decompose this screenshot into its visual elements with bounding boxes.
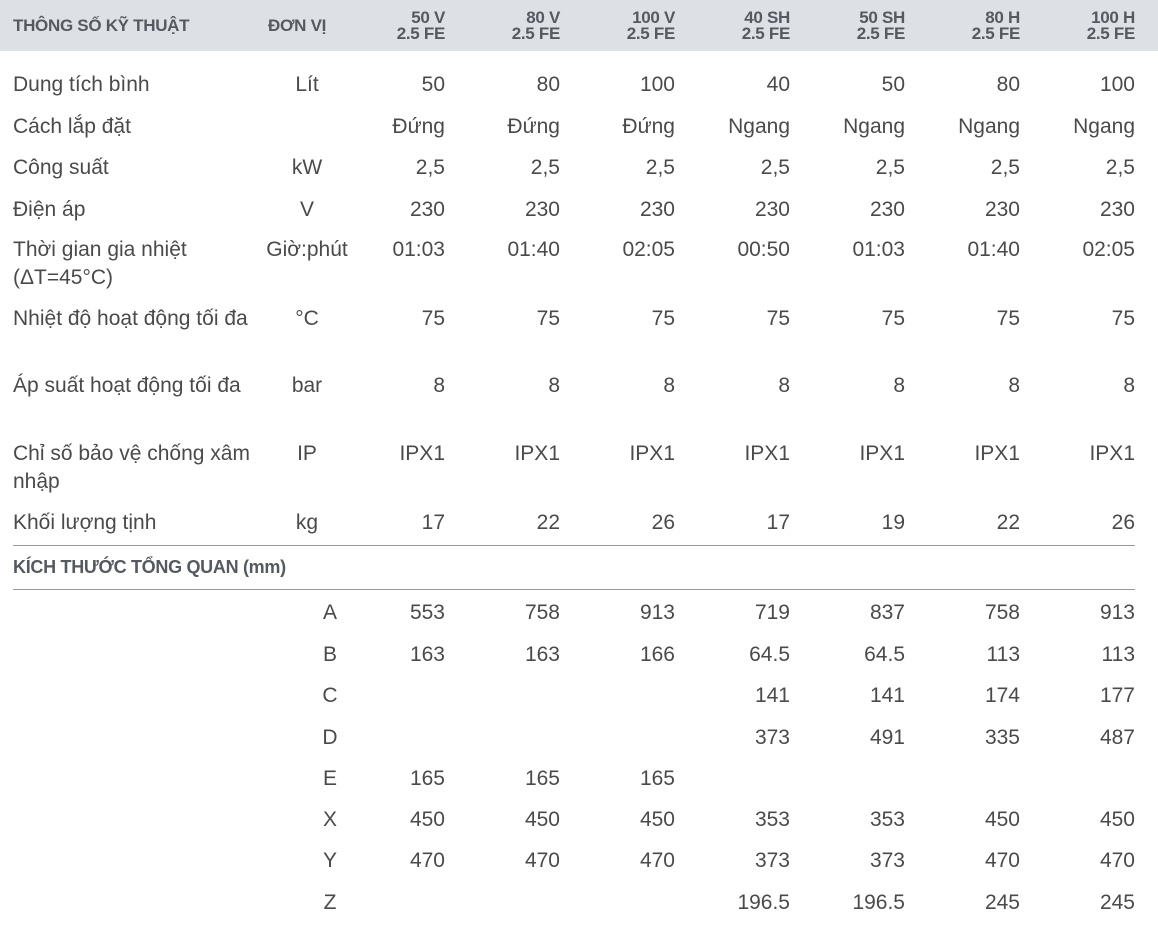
table-row (0, 113, 1158, 141)
dimension-value: 113 (1101, 643, 1135, 666)
dimension-value: 64.5 (864, 643, 905, 666)
spec-value: 26 (651, 511, 675, 534)
model-variant: 2.5 FE (511, 23, 560, 43)
spec-value: 8 (433, 374, 445, 397)
model-header (795, 0, 905, 51)
spec-label: Chỉ số bảo vệ chống xâm nhập (13, 442, 250, 493)
dimension-value: 837 (869, 601, 905, 624)
dimension-value: 719 (754, 601, 790, 624)
spec-value: 100 (1099, 73, 1135, 96)
dimension-value: 373 (754, 849, 790, 872)
spec-value: 50 (421, 73, 445, 96)
spec-value: 01:03 (852, 238, 905, 261)
spec-value: 2,5 (1105, 156, 1135, 179)
spec-value: 2,5 (990, 156, 1020, 179)
dimension-value: 245 (1099, 891, 1135, 914)
dimension-value: 353 (754, 808, 790, 831)
spec-value: 80 (536, 73, 560, 96)
model-name: 40 SH (744, 7, 790, 27)
spec-value: 75 (651, 307, 675, 330)
model-variant: 2.5 FE (626, 23, 675, 43)
table-row (0, 806, 1158, 834)
spec-value: Đứng (622, 115, 675, 138)
spec-value: IPX1 (629, 442, 675, 465)
unit-column-header: ĐƠN VỊ (268, 15, 327, 35)
dimension-value: 113 (986, 643, 1020, 666)
dimension-value: 470 (409, 849, 445, 872)
spec-value: Đứng (392, 115, 445, 138)
spec-value: 2,5 (415, 156, 445, 179)
dimension-value: 470 (1099, 849, 1135, 872)
dimension-value: 141 (754, 684, 790, 707)
dimension-label: B (322, 643, 337, 666)
spec-value: Ngang (1073, 115, 1135, 138)
spec-label: Dung tích bình (13, 73, 150, 96)
dimension-value: 470 (524, 849, 560, 872)
dimension-value: 373 (754, 726, 790, 749)
table-row (0, 889, 1158, 917)
spec-value: Ngang (843, 115, 905, 138)
spec-value: 100 (639, 73, 675, 96)
dimension-value: 196.5 (852, 891, 905, 914)
dimension-value: 245 (984, 891, 1020, 914)
spec-value: 8 (548, 374, 560, 397)
dimension-value: 163 (409, 643, 445, 666)
spec-value: 22 (996, 511, 1020, 534)
dimension-value: 758 (984, 601, 1020, 624)
spec-value: 2,5 (645, 156, 675, 179)
spec-value: 8 (778, 374, 790, 397)
table-row (0, 154, 1158, 182)
dimension-value: 141 (869, 684, 905, 707)
table-header (0, 0, 1158, 51)
table-row (0, 641, 1158, 669)
table-row (0, 509, 1158, 537)
spec-value: IPX1 (1089, 442, 1135, 465)
spec-value: Đứng (507, 115, 560, 138)
spec-value: 75 (881, 307, 905, 330)
dimension-value: 174 (984, 684, 1020, 707)
spec-label: Thời gian gia nhiệt (ΔT=45°C) (13, 238, 187, 289)
spec-value: IPX1 (744, 442, 790, 465)
dimension-value: 165 (639, 767, 675, 790)
spec-value: 230 (409, 198, 445, 221)
spec-value: 8 (893, 374, 905, 397)
spec-value: 02:05 (622, 238, 675, 261)
model-header (1025, 0, 1135, 51)
spec-value: 75 (536, 307, 560, 330)
spec-value: 19 (881, 511, 905, 534)
spec-value: Ngang (958, 115, 1020, 138)
spec-unit: °C (295, 307, 319, 330)
dimension-value: 353 (869, 808, 905, 831)
dimension-label: X (322, 808, 337, 831)
spec-label: Điện áp (13, 198, 86, 221)
dimension-value: 450 (984, 808, 1020, 831)
spec-value: IPX1 (974, 442, 1020, 465)
spec-value: 8 (1123, 374, 1135, 397)
spec-value: 75 (421, 307, 445, 330)
spec-value: 17 (766, 511, 790, 534)
table-row (0, 682, 1158, 710)
spec-value: 230 (1099, 198, 1135, 221)
spec-value: IPX1 (514, 442, 560, 465)
spec-value: 230 (869, 198, 905, 221)
spec-unit: Giờ:phút (266, 238, 348, 261)
table-row (0, 847, 1158, 875)
dimension-value: 165 (524, 767, 560, 790)
table-row (0, 71, 1158, 99)
spec-value: 80 (996, 73, 1020, 96)
dimension-value: 196.5 (737, 891, 790, 914)
spec-label: Công suất (13, 156, 109, 179)
dimension-label: C (322, 684, 338, 707)
spec-label: Cách lắp đặt (13, 115, 131, 138)
dimensions-section-title: KÍCH THƯỚC TỔNG QUAN (mm) (13, 557, 286, 577)
dimension-value: 487 (1099, 726, 1135, 749)
spec-label: Nhiệt độ hoạt động tối đa (13, 307, 248, 330)
model-name: 50 SH (859, 7, 905, 27)
spec-unit: kW (291, 156, 323, 179)
dimension-value: 166 (639, 643, 675, 666)
dimension-value: 450 (409, 808, 445, 831)
model-header (565, 0, 675, 51)
dimension-value: 163 (524, 643, 560, 666)
table-row (0, 599, 1158, 627)
dimension-label: A (322, 601, 337, 624)
section-divider (13, 589, 1135, 590)
spec-value: 75 (766, 307, 790, 330)
spec-unit: bar (291, 374, 323, 397)
spec-column-header: THÔNG SỐ KỸ THUẬT (13, 15, 190, 35)
spec-value: 2,5 (530, 156, 560, 179)
dimension-label: D (322, 726, 338, 749)
dimension-value: 373 (869, 849, 905, 872)
spec-value: 17 (421, 511, 445, 534)
section-divider (13, 545, 1135, 546)
spec-value: 230 (984, 198, 1020, 221)
model-header (335, 0, 445, 51)
model-variant: 2.5 FE (856, 23, 905, 43)
dimension-value: 913 (1099, 601, 1135, 624)
spec-value: 50 (881, 73, 905, 96)
spec-value: 01:03 (392, 238, 445, 261)
spec-value: IPX1 (399, 442, 445, 465)
spec-value: 26 (1111, 511, 1135, 534)
dimension-value: 553 (409, 601, 445, 624)
dimension-value: 450 (1099, 808, 1135, 831)
model-header (680, 0, 790, 51)
dimension-value: 450 (524, 808, 560, 831)
table-row (0, 236, 1158, 292)
model-header (450, 0, 560, 51)
spec-label: Khối lượng tịnh (13, 511, 157, 534)
dimension-value: 335 (984, 726, 1020, 749)
dimension-label: E (322, 767, 337, 790)
table-row (0, 765, 1158, 793)
spec-unit: V (299, 198, 314, 221)
dimension-value: 758 (524, 601, 560, 624)
spec-value: 8 (663, 374, 675, 397)
spec-value: 230 (754, 198, 790, 221)
model-name: 50 V (411, 7, 445, 27)
model-name: 100 V (632, 7, 675, 27)
spec-value: 230 (639, 198, 675, 221)
spec-value: 75 (996, 307, 1020, 330)
dimension-value: 165 (409, 767, 445, 790)
spec-value: 00:50 (737, 238, 790, 261)
table-row (0, 372, 1158, 428)
model-name: 100 H (1091, 7, 1135, 27)
spec-value: 2,5 (875, 156, 905, 179)
spec-value: 40 (766, 73, 790, 96)
dimension-label: Y (322, 849, 337, 872)
model-name: 80 V (526, 7, 560, 27)
spec-value: 230 (524, 198, 560, 221)
dimension-value: 491 (869, 726, 905, 749)
dimension-value: 177 (1099, 684, 1135, 707)
model-name: 80 H (985, 7, 1020, 27)
dimension-value: 470 (639, 849, 675, 872)
spec-value: 22 (536, 511, 560, 534)
model-variant: 2.5 FE (741, 23, 790, 43)
model-header (910, 0, 1020, 51)
spec-value: 8 (1008, 374, 1020, 397)
spec-value: 01:40 (507, 238, 560, 261)
table-row (0, 305, 1158, 361)
model-variant: 2.5 FE (971, 23, 1020, 43)
dimension-value: 913 (639, 601, 675, 624)
spec-label: Áp suất hoạt động tối đa (13, 374, 241, 397)
dimension-label: Z (323, 891, 337, 914)
spec-value: IPX1 (859, 442, 905, 465)
spec-value: 75 (1111, 307, 1135, 330)
spec-unit: kg (295, 511, 319, 534)
model-variant: 2.5 FE (396, 23, 445, 43)
spec-value: 2,5 (760, 156, 790, 179)
spec-value: 02:05 (1082, 238, 1135, 261)
table-row (0, 196, 1158, 224)
table-row (0, 724, 1158, 752)
spec-value: 01:40 (967, 238, 1020, 261)
spec-unit: IP (297, 442, 317, 465)
spec-unit: Lít (295, 73, 319, 96)
dimension-value: 450 (639, 808, 675, 831)
spec-value: Ngang (728, 115, 790, 138)
table-row (0, 440, 1158, 496)
dimension-value: 64.5 (749, 643, 790, 666)
dimension-value: 470 (984, 849, 1020, 872)
model-variant: 2.5 FE (1086, 23, 1135, 43)
